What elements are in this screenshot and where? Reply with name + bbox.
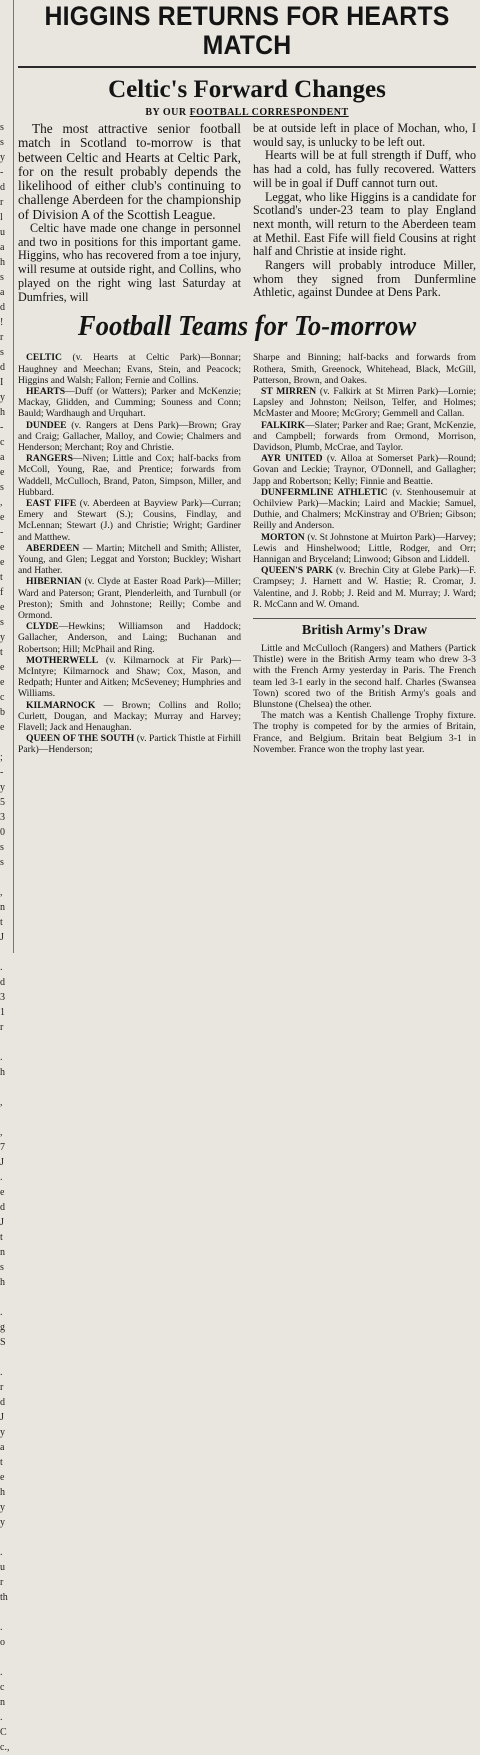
adjacent-column-fragment (0, 120, 12, 1753)
gutter-letter: r (0, 1382, 4, 1393)
gutter-letter (0, 1605, 12, 1620)
army-story (253, 643, 476, 755)
gutter-letter: y (0, 632, 5, 643)
club-name: ST MIRREN (261, 385, 317, 397)
club-name: KILMARNOCK (26, 699, 96, 711)
club-name: DUNDEE (26, 419, 67, 431)
gutter-letter: s (0, 272, 4, 283)
gutter-letter (0, 1530, 12, 1545)
club-name: DUNFERMLINE ATHLETIC (261, 486, 388, 498)
gutter-letter: - (0, 422, 4, 433)
story-paragraph: Leggat, who like Higgins is a candidate for Scotland's under-23 team to play England next month, will return to the Aberdeen team at Methil. East Fife will field Cousins at right half and Christie at inside right. (253, 189, 476, 259)
gutter-letter: d (0, 362, 5, 373)
team-lineup: (v. Hearts at Celtic Park)—Bonnar; Haughney and Meechan; Evans, Stein, and Peacock; Higgins and Walsh; Fallon; Fernie and Collins. (18, 352, 241, 386)
club-name: EAST FIFE (26, 497, 77, 509)
team-entry (253, 487, 476, 532)
gutter-letter: s (0, 842, 4, 853)
gutter-letter: y (0, 1502, 5, 1513)
gutter-letter: - (0, 767, 4, 778)
gutter-letter: . (0, 962, 3, 973)
gutter-letter (0, 1350, 12, 1365)
team-lineup: (v. Partick Thistle at Firhill Park)—Henderson; (18, 733, 242, 756)
gutter-letter: d (0, 302, 5, 313)
gutter-letter: y (0, 152, 5, 163)
headline (36, 2, 457, 60)
gutter-letter: . (0, 1667, 3, 1678)
teams-column-left (18, 352, 241, 755)
club-name: HIBERNIAN (26, 576, 82, 588)
team-lineup: (v. Aberdeen at Bayview Park)—Curran; Emery and Stewart (S.); Cousins, Findlay, and McLennan; Stewart (J.) and Christie; Wright; Gardiner and Matthew. (18, 497, 241, 543)
gutter-letter: . (0, 1712, 3, 1723)
gutter-letter: e (0, 662, 5, 673)
team-lineup: (v. St Johnstone at Muirton Park)—Harvey; Lewis and Hinshelwood; Little, Rodger, and Orr; Hannigan and Bryceland; Linwood; Gibson and Liddell. (253, 531, 476, 565)
gutter-letter: 7 (0, 1142, 5, 1153)
story-paragraph: The most attractive senior football match in Scotland to-morrow is that between Celtic and Hearts at Celtic Park, for on the result probably depends the likelihood of either club's continuing to challenge Aberdeen for the championship of Division A of the Scottish League. (18, 121, 241, 222)
team-entry (253, 420, 476, 454)
team-entry (18, 453, 241, 498)
gutter-letter: e (0, 722, 5, 733)
team-lineup: (v. Falkirk at St Mirren Park)—Lornie; Lapsley and Johnston; Neilson, Telfer, and Holmes; McMaster and Moore; McGrory; Gemmell and Callan. (253, 385, 476, 420)
gutter-letter: t (0, 1457, 3, 1468)
gutter-letter: n (0, 902, 5, 913)
gutter-letter: d (0, 1397, 5, 1408)
team-entry (18, 420, 241, 454)
story-column-left (18, 122, 241, 304)
gutter-letter: d (0, 182, 5, 193)
gutter-letter (0, 1035, 12, 1050)
gutter-letter: c (0, 1682, 5, 1693)
gutter-letter: d (0, 977, 5, 988)
gutter-letter: C (0, 1727, 7, 1738)
story-paragraph: Rangers will probably introduce Miller, whom they signed from Dunfermline Athletic, against Dundee at Dens Park. (253, 258, 476, 300)
gutter-letter: c (0, 437, 5, 448)
gutter-letter: J (0, 1217, 4, 1228)
gutter-letter: r (0, 197, 4, 208)
byline (18, 107, 476, 118)
byline-name: FOOTBALL CORRESPONDENT (189, 107, 349, 118)
gutter-letter: f (0, 587, 4, 598)
story-paragraph: be at outside left in place of Mochan, who, I would say, is unlucky to be left out. (253, 121, 476, 149)
gutter-letter: - (0, 167, 4, 178)
gutter-letter: s (0, 347, 4, 358)
team-entry (253, 352, 476, 386)
gutter-letter: y (0, 782, 5, 793)
team-lineup: —Slater; Parker and Rae; Grant, McKenzie, and Campbell; forwards from Ormond, Morrison, Davidson, Plumb, McCrae, and Taylor. (253, 419, 476, 453)
gutter-letter: a (0, 287, 5, 298)
gutter-letter: l (0, 212, 3, 223)
gutter-letter: s (0, 857, 4, 868)
gutter-letter: r (0, 1577, 4, 1588)
gutter-letter: J (0, 932, 4, 943)
gutter-letter: 3 (0, 992, 5, 1003)
gutter-letter: a (0, 1442, 5, 1453)
club-name: AYR UNITED (261, 453, 323, 465)
team-entry (18, 543, 241, 577)
gutter-letter: s (0, 122, 4, 133)
gutter-letter: o (0, 1637, 5, 1648)
headline-line-2: MATCH (202, 30, 292, 60)
gutter-letter: . (0, 1052, 3, 1063)
story-paragraph: Hearts will be at full strength if Duff, who has had a cold, has fully recovered. Watters will be in goal if Duff cannot turn out. (253, 148, 476, 190)
club-name: ABERDEEN (26, 542, 80, 554)
team-lineup: — Brown; Collins and Rollo; Curlett, Dougan, and Mackay; Murray and Harvey; Flavell; Jack and Henaughan. (18, 699, 241, 733)
team-lineup: (v. Clyde at Easter Road Park)—Miller; Ward and Paterson; Grant, Plenderleith, and Turnbull (or Preston); Smith and Johnstone; Reilly; Combe and Ormond. (18, 576, 241, 621)
article (18, 0, 476, 953)
headline-rule (18, 66, 476, 68)
gutter-letter: J (0, 1157, 4, 1168)
gutter-letter: g (0, 1322, 5, 1333)
team-entry (18, 621, 241, 655)
gutter-letter: e (0, 1472, 5, 1483)
gutter-letter: h (0, 1277, 5, 1288)
story-body (18, 122, 476, 304)
team-entry (253, 453, 476, 487)
army-paragraph: Little and McCulloch (Rangers) and Mathers (Partick Thistle) were in the British Army team who drew 3-3 with the French Army yesterday in Paris. The French team led 3-1 early in the second half. Charles (Swansea Town) scored two of the British Army's goals and Blunstone (Chelsea) the other. (253, 642, 476, 710)
teams-right-list (253, 352, 476, 610)
team-lineup: —Niven; Little and Cox; half-backs from McColl, Young, Rae, and Prentice; forwards from Waddell, McCulloch, Brand, Paton, Simpson, Miller, and Hubbard. (18, 453, 241, 498)
gutter-letter: e (0, 1187, 5, 1198)
gutter-letter: u (0, 1562, 5, 1573)
gutter-letter: 3 (0, 812, 5, 823)
gutter-letter: s (0, 617, 4, 628)
gutter-letter: I (0, 377, 4, 388)
team-lineup: —Duff (or Watters); Parker and McKenzie; Mackay, Glidden, and Cumming; Souness and Conn; Bauld; Wardhaugh and Urquhart. (18, 385, 241, 420)
gutter-letter: r (0, 332, 4, 343)
gutter-letter: a (0, 452, 5, 463)
team-lineup: —Hewkins; Williamson and Haddock; Gallacher, Anderson, and Laing; Buchanan and Robertson; Hill; McPhail and Ring. (18, 621, 241, 655)
gutter-letter: s (0, 1262, 4, 1273)
team-lineup: (v. Stenhousemuir at Ochilview Park)—Mackin; Laird and Mackie; Samuel, Duthie, and Chalmers; McKinstray and O'Brien; Gibson; Reilly and Anderson. (253, 486, 476, 532)
gutter-letter (0, 1110, 12, 1125)
gutter-letter: 5 (0, 797, 5, 808)
club-name: HEARTS (26, 385, 66, 397)
gutter-letter: y (0, 1427, 5, 1438)
gutter-letter: r (0, 1022, 4, 1033)
team-entry (253, 532, 476, 566)
gutter-letter: d (0, 1202, 5, 1213)
gutter-letter: , (0, 1127, 3, 1138)
byline-prefix: BY OUR (145, 107, 190, 118)
team-entry (18, 655, 241, 700)
teams-heading: Football Teams for To-morrow (77, 310, 417, 343)
gutter-letter: - (0, 527, 4, 538)
club-name: RANGERS (26, 453, 73, 465)
gutter-letter: e (0, 512, 5, 523)
gutter-letter: n (0, 1247, 5, 1258)
team-entry (18, 733, 241, 755)
team-lineup: Sharpe and Binning; half-backs and forwards from Rothera, Smith, Greenock, Whitehead, Black, McGill, Patterson, Brown, and Oakes. (253, 352, 476, 386)
story-column-right (253, 122, 476, 304)
gutter-letter: h (0, 1067, 5, 1078)
club-name: QUEEN'S PARK (261, 565, 333, 577)
gutter-letter: , (0, 887, 3, 898)
team-entry (18, 386, 241, 420)
gutter-letter: b (0, 707, 5, 718)
gutter-letter: y (0, 392, 5, 403)
gutter-letter: t (0, 1232, 3, 1243)
gutter-letter (0, 1650, 12, 1665)
gutter-letter: e (0, 542, 5, 553)
gutter-letter: . (0, 1307, 3, 1318)
gutter-letter: e (0, 467, 5, 478)
gutter-letter (0, 735, 12, 750)
gutter-letter (0, 945, 12, 960)
army-heading: British Army's Draw (253, 618, 476, 639)
team-lineup: (v. Brechin City at Glebe Park)—F. Crampsey; J. Harnett and W. Hastie; R. Cromar, J. Valentine, and J. Robb; J. Reid and M. Murray; J. Ward; R. McCann and W. Omand. (253, 565, 476, 610)
club-name: FALKIRK (261, 419, 306, 431)
gutter-letter: , (0, 497, 3, 508)
teams-listing (18, 352, 476, 755)
gutter-letter: . (0, 1172, 3, 1183)
gutter-letter: u (0, 227, 5, 238)
gutter-letter: S (0, 1337, 6, 1348)
gutter-letter: s (0, 482, 4, 493)
gutter-letter: a (0, 242, 5, 253)
gutter-letter (0, 1080, 12, 1095)
gutter-letter (0, 1290, 12, 1305)
team-entry (18, 352, 241, 386)
team-entry (253, 386, 476, 420)
gutter-letter: J (0, 1412, 4, 1423)
gutter-letter: c (0, 692, 5, 703)
gutter-letter: s (0, 137, 4, 148)
club-name: QUEEN OF THE SOUTH (26, 733, 135, 745)
team-lineup: (v. Rangers at Dens Park)—Brown; Gray and Craig; Gallacher, Malloy, and Cowie; Chalmers and Henderson; Merchant; Roy and Christie. (18, 419, 241, 453)
gutter-letter (0, 870, 12, 885)
gutter-letter: . (0, 1367, 3, 1378)
subheadline: Celtic's Forward Changes (108, 76, 386, 103)
headline-line-1: HIGGINS RETURNS FOR HEARTS (44, 1, 450, 31)
gutter-letter: t (0, 647, 3, 658)
club-name: CELTIC (26, 352, 62, 364)
team-entry (253, 565, 476, 610)
team-entry (18, 700, 241, 734)
gutter-letter: e (0, 602, 5, 613)
gutter-letter: e (0, 557, 5, 568)
club-name: CLYDE (26, 621, 59, 633)
gutter-letter: . (0, 1622, 3, 1633)
gutter-letter: 0 (0, 827, 5, 838)
gutter-letter: h (0, 257, 5, 268)
gutter-letter: . (0, 1547, 3, 1558)
gutter-letter: 1 (0, 1007, 5, 1018)
column-rule (13, 0, 14, 953)
story-paragraph: Celtic have made one change in personnel and two in positions for this important game. Higgins, who has recovered from a toe injury, will resume at outside right, and Collins, who played on the right wing last Saturday at Dumfries, will (18, 221, 241, 304)
gutter-letter: th (0, 1592, 8, 1603)
army-paragraph: The match was a Kentish Challenge Trophy fixture. The trophy is competed for by the armies of Britain, France, and Belgium. Britain beat Belgium 3-1 in November. France won the trophy last year. (253, 710, 476, 755)
gutter-letter: c., (0, 1742, 10, 1753)
club-name: MOTHERWELL (26, 654, 99, 666)
gutter-letter: ; (0, 752, 3, 763)
gutter-letter: y (0, 1517, 5, 1528)
gutter-letter: h (0, 1487, 5, 1498)
gutter-letter: e (0, 677, 5, 688)
gutter-letter: h (0, 407, 5, 418)
club-name: MORTON (261, 531, 305, 543)
team-entry (18, 576, 241, 621)
team-lineup: (v. Alloa at Somerset Park)—Round; Govan and Leckie; Traynor, O'Donnell, and Gallagher; Japp and Robertson; Kelly; Finnie and Beattie. (253, 453, 476, 487)
team-entry (18, 498, 241, 543)
teams-column-right (253, 352, 476, 755)
gutter-letter: t (0, 917, 3, 928)
gutter-letter: ! (0, 317, 4, 328)
gutter-letter: t (0, 572, 3, 583)
gutter-letter: , (0, 1097, 3, 1108)
gutter-letter: n (0, 1697, 5, 1708)
team-lineup: (v. Kilmarnock at Fir Park)—McIntyre; Kilmarnock and Shaw; Cox, Mason, and Redpath; Hunter and Aitken; McSeveney; Humphries and Williams. (18, 654, 241, 700)
team-lineup: — Martin; Mitchell and Smith; Allister, Young, and Glen; Leggat and Yorston; Buckley; Wishart and Hather. (18, 542, 241, 577)
